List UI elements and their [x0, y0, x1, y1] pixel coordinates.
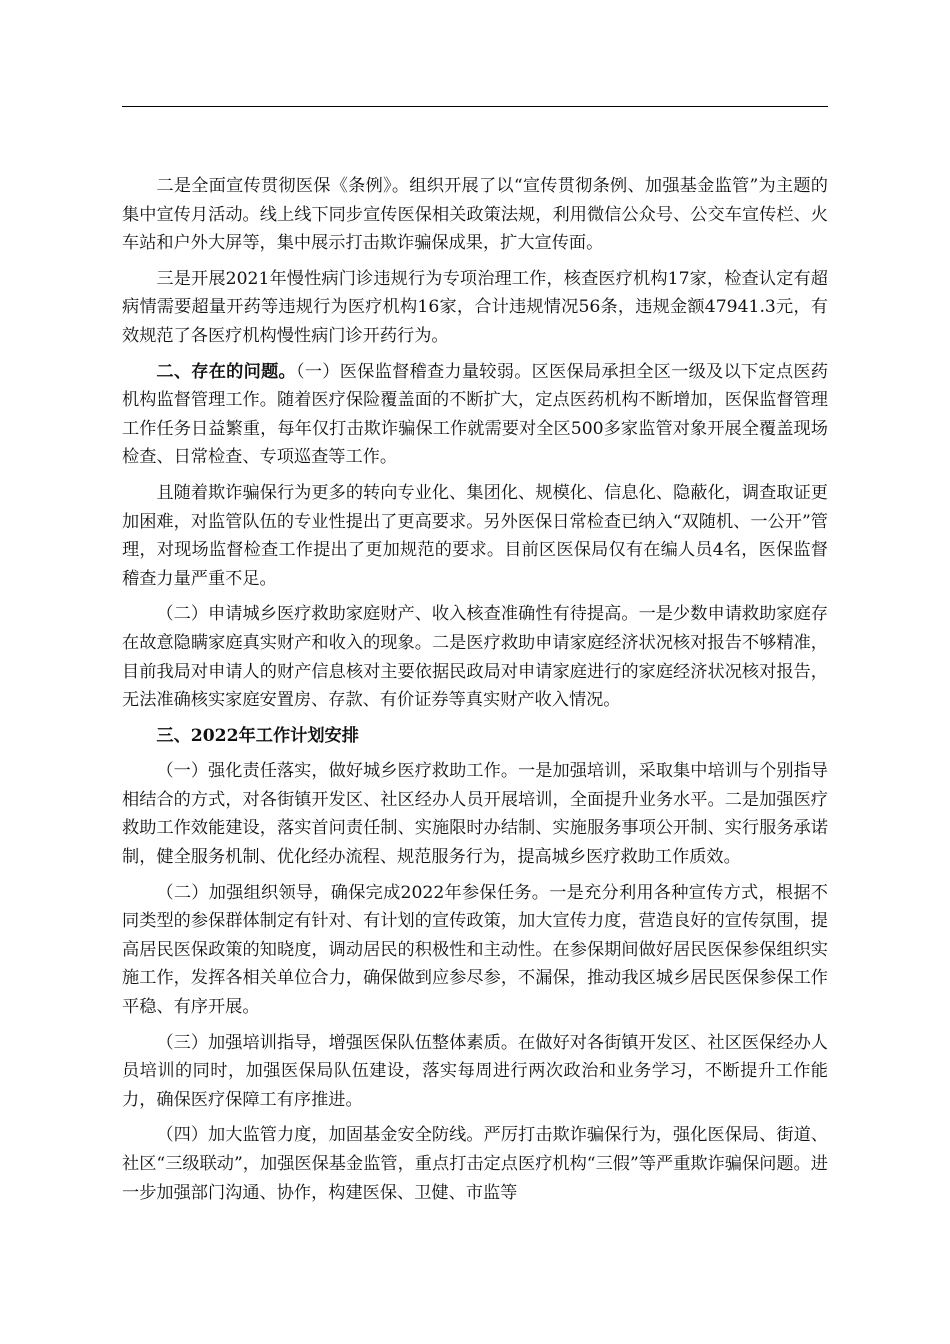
header-rule	[122, 106, 828, 107]
paragraph: 二是全面宣传贯彻医保《条例》。组织开展了以“宣传贯彻条例、加强基金监管”为主题的集中宣传月活动。线上线下同步宣传医保相关政策法规，利用微信公众号、公交车宣传栏、火车站和户外大屏等，集中展示打击欺诈骗保成果，扩大宣传面。	[122, 176, 828, 254]
paragraph: 三是开展2021年慢性病门诊违规行为专项治理工作，核查医疗机构17家，检查认定有超病情需要超量开药等违规行为医疗机构16家，合计违规情况56条，违规金额47941.3元，有效规范了各医疗机构慢性病门诊开药行为。	[122, 268, 828, 346]
section-lead: 二、存在的问题。	[156, 361, 296, 382]
plan-paragraph: （四）加大监管力度，加固基金安全防线。严厉打击欺诈骗保行为，强化医保局、街道、社区“三级联动”，加强医保基金监管，重点打击定点医疗机构“三假”等严重欺诈骗保问题。进一步加强部门沟通、协作，构建医保、卫健、市监等	[122, 1125, 828, 1203]
paragraph: 二、存在的问题。（一）医保监督稽查力量较弱。区医保局承担全区一级及以下定点医药机构监督管理工作。随着医疗保险覆盖面的不断扩大，定点医药机构不断增加，医保监督管理工作任务日益繁重，每年仅打击欺诈骗保工作就需要对全区500多家监管对象开展全覆盖现场检查、日常检查、专项巡查等工作。	[122, 361, 828, 468]
paragraph: 且随着欺诈骗保行为更多的转向专业化、集团化、规模化、信息化、隐蔽化，调查取证更加困难，对监管队伍的专业性提出了更高要求。另外医保日常检查已纳入“双随机、一公开”管理，对现场监督检查工作提出了更加规范的要求。目前区医保局仅有在编人员4名，医保监督稽查力量严重不足。	[122, 482, 828, 589]
plan-paragraph: （二）加强组织领导，确保完成2022年参保任务。一是充分利用各种宣传方式，根据不同类型的参保群体制定有针对、有计划的宣传政策，加大宣传力度，营造良好的宣传氛围，提高居民医保政策的知晓度，调动居民的积极性和主动性。在参保期间做好居民医保参保组织实施工作，发挥各相关单位合力，确保做到应参尽参，不漏保，推动我区城乡居民医保参保工作平稳、有序开展。	[122, 882, 828, 1018]
section-heading: 三、2022年工作计划安排	[156, 725, 359, 746]
plan-paragraph: （三）加强培训指导，增强医保队伍整体素质。在做好对各街镇开发区、社区医保经办人员培训的同时，加强医保局队伍建设，落实每周进行两次政治和业务学习，不断提升工作能力，确保医疗保障工有序推进。	[122, 1032, 828, 1110]
plan-paragraph: （一）强化责任落实，做好城乡医疗救助工作。一是加强培训，采取集中培训与个别指导相结合的方式，对各街镇开发区、社区经办人员开展培训，全面提升业务水平。二是加强医疗救助工作效能建设，落实首问责任制、实施限时办结制、实施服务事项公开制、实行服务承诺制，健全服务机制、优化经办流程、规范服务行为，提高城乡医疗救助工作质效。	[122, 761, 828, 868]
paragraph: （二）申请城乡医疗救助家庭财产、收入核查准确性有待提高。一是少数申请救助家庭存在故意隐瞒家庭真实财产和收入的现象。二是医疗救助申请家庭经济状况核对报告不够精准，目前我局对申请人的财产信息核对主要依据民政局对申请家庭进行的家庭经济状况核对报告，无法准确核实家庭安置房、存款、有价证券等真实财产收入情况。	[122, 604, 828, 711]
document-body	[122, 172, 828, 1214]
